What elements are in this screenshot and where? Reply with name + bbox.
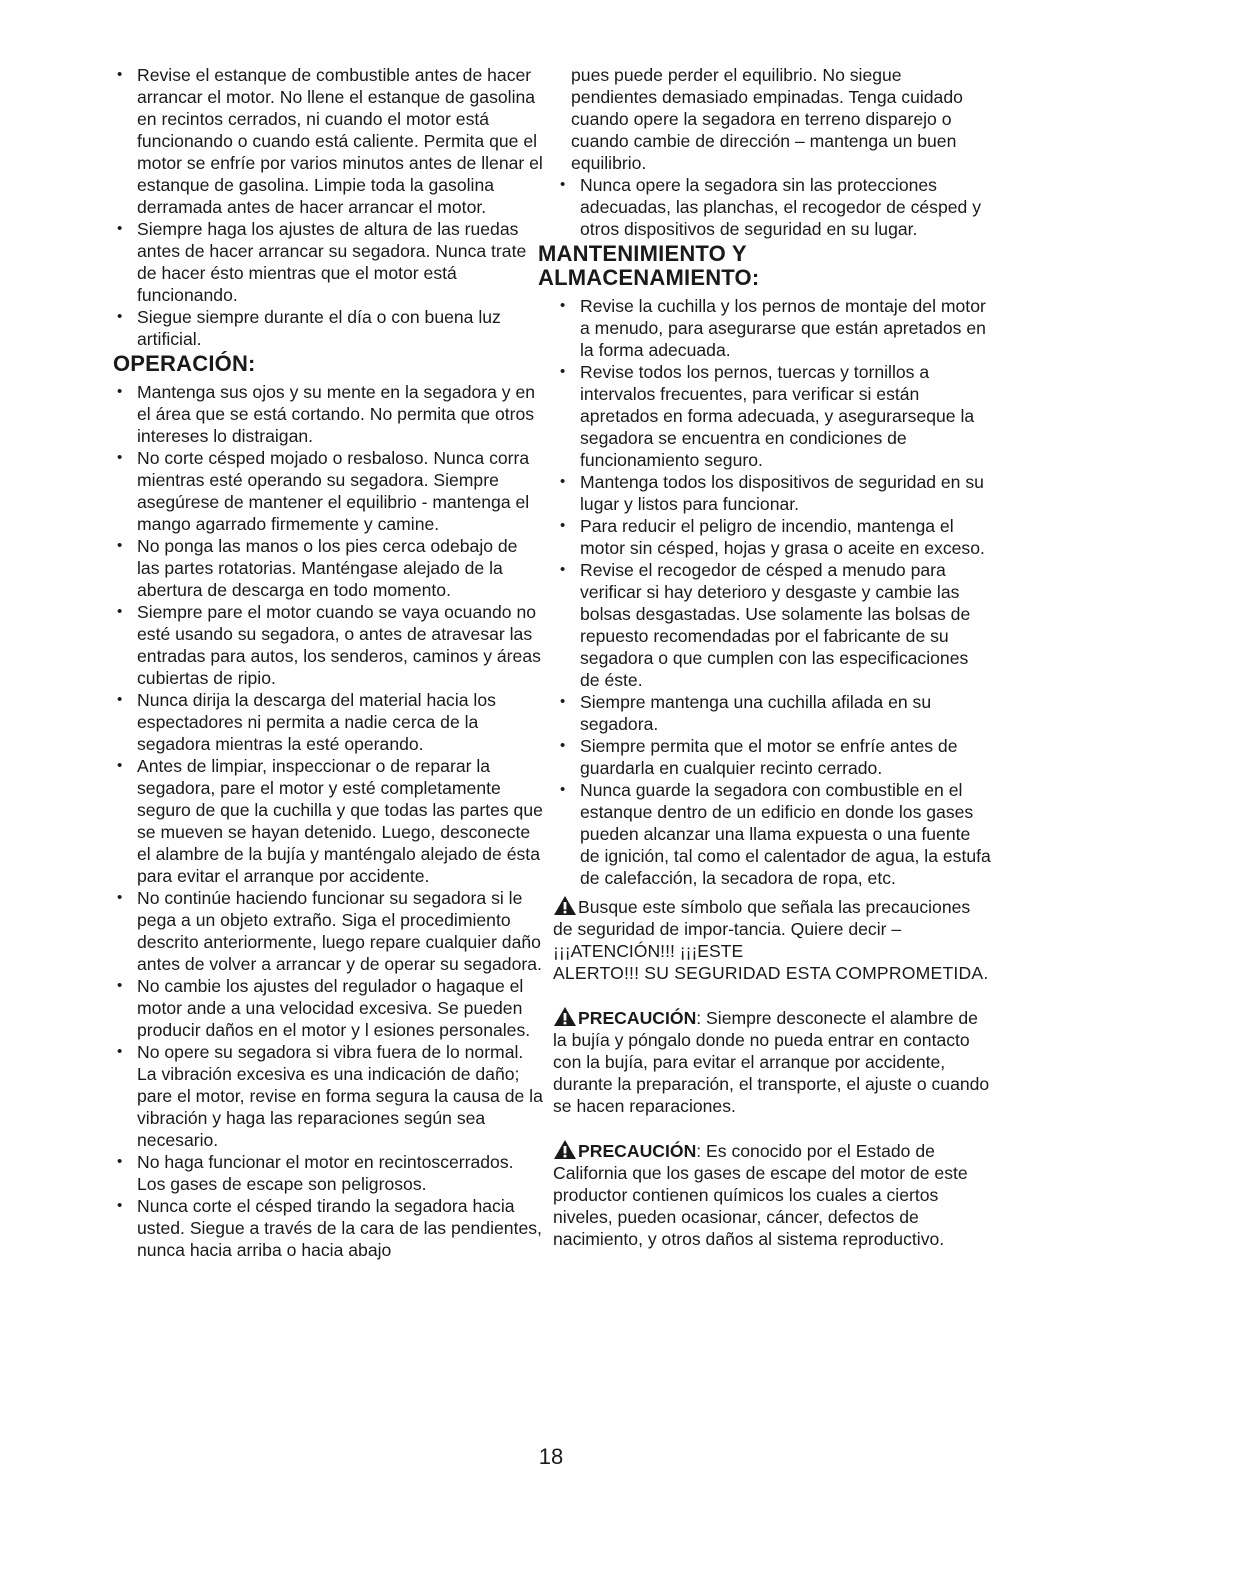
right-column	[538, 64, 992, 1250]
list-item: • Nunca guarde la segadora con combustible en el estanque dentro de un edificio en donde los gases pueden alcanzar una llama expuesta o una fuente de ignición, tal como el calentador de agua, la estufa de calefacción, la secadora de ropa, etc.	[556, 779, 992, 889]
continued-list	[556, 64, 992, 240]
intro-safety-list	[113, 64, 543, 350]
maintenance-heading-line-1: MANTENIMIENTO Y	[538, 241, 747, 266]
list-item: • Para reducir el peligro de incendio, mantenga el motor sin césped, hojas y grasa o aceite en exceso.	[556, 515, 992, 559]
list-item: • No cambie los ajustes del regulador o hagaque el motor ande a una velocidad excesiva. Se pueden producir daños en el motor y l esiones personales.	[113, 975, 543, 1041]
list-item: • Siempre haga los ajustes de altura de las ruedas antes de hacer arrancar su segadora. Nunca trate de hacer ésto mientras que el motor está funcionando.	[113, 218, 543, 306]
warning-triangle-icon	[553, 1006, 577, 1027]
symbol-notice	[553, 895, 992, 962]
list-item: • Nunca opere la segadora sin las protecciones adecuadas, las planchas, el recogedor de césped y otros dispositivos de seguridad en su lugar.	[556, 174, 992, 240]
list-item: • No haga funcionar el motor en recintoscerrados. Los gases de escape son peligrosos.	[113, 1151, 543, 1195]
list-item: • No corte césped mojado o resbaloso. Nunca corra mientras esté operando su segadora. Siempre asegúrese de mantener el equilibrio - mantenga el mango agarrado firmemente y camine.	[113, 447, 543, 535]
caution-text: : Siempre desconecte el alambre de la bujía y póngalo donde no pueda entrar en contacto con la bujía, para evitar el arranque por accidente, durante la preparación, el transporte, el ajuste o cuando se hacen reparaciones.	[553, 1008, 990, 1116]
list-item: • Siempre mantenga una cuchilla afilada en su segadora.	[556, 691, 992, 735]
list-item: • Nunca dirija la descarga del material hacia los espectadores ni permita a nadie cerca de la segadora mientras la esté operando.	[113, 689, 543, 755]
list-item: • No continúe haciendo funcionar su segadora si le pega a un objeto extraño. Siga el procedimiento descrito anteriormente, luego repare cualquier daño antes de volver a arrancar y de operar su segadora.	[113, 887, 543, 975]
list-item: • Nunca corte el césped tirando la segadora hacia usted. Siegue a través de la cara de las pendientes, nunca hacia arriba o hacia abajo	[113, 1195, 543, 1261]
continued-paragraph: pues puede perder el equilibrio. No siegue pendientes demasiado empinadas. Tenga cuidado cuando opere la segadora en terreno disparejo o cuando cambie de dirección – mantenga un buen equilibrio.	[571, 65, 963, 173]
symbol-notice-continued: ALERTO!!! SU SEGURIDAD ESTA COMPROMETIDA.	[553, 963, 989, 983]
symbol-notice-text: Busque este símbolo que señala las precauciones de seguridad de impor-tancia. Quiere decir – ¡¡¡ATENCIÓN!!! ¡¡¡ESTE	[553, 897, 971, 961]
maintenance-list	[556, 295, 992, 889]
caution-spark-plug	[553, 1006, 992, 1117]
list-item: • No opere su segadora si vibra fuera de lo normal. La vibración excesiva es una indicación de daño; pare el motor, revise en forma segura la causa de la vibración y haga las reparaciones según sea necesario.	[113, 1041, 543, 1151]
list-item: • Mantenga todos los dispositivos de seguridad en su lugar y listos para funcionar.	[556, 471, 992, 515]
list-item: • Siegue siempre durante el día o con buena luz artificial.	[113, 306, 543, 350]
list-item: • Siempre permita que el motor se enfríe antes de guardarla en cualquier recinto cerrado.	[556, 735, 992, 779]
warning-triangle-icon	[553, 1139, 577, 1160]
operacion-heading: OPERACIÓN:	[113, 351, 256, 376]
list-item: • Siempre pare el motor cuando se vaya ocuando no esté usando su segadora, o antes de atravesar las entradas para autos, los senderos, caminos y áreas cubiertas de ripio.	[113, 601, 543, 689]
warning-triangle-icon	[553, 895, 577, 916]
caution-label: PRECAUCIÓN	[578, 1141, 697, 1161]
list-item: • Revise el recogedor de césped a menudo para verificar si hay deterioro y desgaste y cambie las bolsas desgastadas. Use solamente las bolsas de repuesto recomendadas por el fabricante de su segadora o que cumplen con las especificaciones de éste.	[556, 559, 992, 691]
list-item: • Mantenga sus ojos y su mente en la segadora y en el área que se está cortando. No permita que otros intereses lo distraigan.	[113, 381, 543, 447]
list-item: • No ponga las manos o los pies cerca odebajo de las partes rotatorias. Manténgase alejado de la abertura de descarga en todo momento.	[113, 535, 543, 601]
maintenance-heading-line-2: ALMACENAMIENTO:	[538, 265, 760, 290]
list-item: • Antes de limpiar, inspeccionar o de reparar la segadora, pare el motor y esté completamente seguro de que la cuchilla y que todas las partes que se mueven se hayan detenido. Luego, desconecte el alambre de la bujía y manténgalo alejado de ésta para evitar el arranque por accidente.	[113, 755, 543, 887]
left-column	[113, 64, 543, 1261]
operacion-list	[113, 381, 543, 1261]
list-item: • Revise todos los pernos, tuercas y tornillos a intervalos frecuentes, para verificar si están apretados en forma adecuada, y asegurarseque la segadora se encuentra en condiciones de funcionamiento seguro.	[556, 361, 992, 471]
caution-california	[553, 1139, 992, 1250]
page-number: 18	[538, 1444, 564, 1469]
maintenance-heading	[538, 242, 992, 290]
list-item: • Revise el estanque de combustible antes de hacer arrancar el motor. No llene el estanque de gasolina en recintos cerrados, ni cuando el motor está funcionando o cuando está caliente. Permita que el motor se enfríe por varios minutos antes de llenar el estanque de gasolina. Limpie toda la gasolina derramada antes de hacer arrancar el motor.	[113, 64, 543, 218]
list-item: • Revise la cuchilla y los pernos de montaje del motor a menudo, para asegurarse que están apretados en la forma adecuada.	[556, 295, 992, 361]
caution-label: PRECAUCIÓN	[578, 1008, 697, 1028]
caution-text: : Es conocido por el Estado de California que los gases de escape del motor de este productor contienen químicos los cuales a ciertos niveles, pueden ocasionar, cáncer, defectos de nacimiento, y otros daños al sistema reproductivo.	[553, 1141, 968, 1249]
